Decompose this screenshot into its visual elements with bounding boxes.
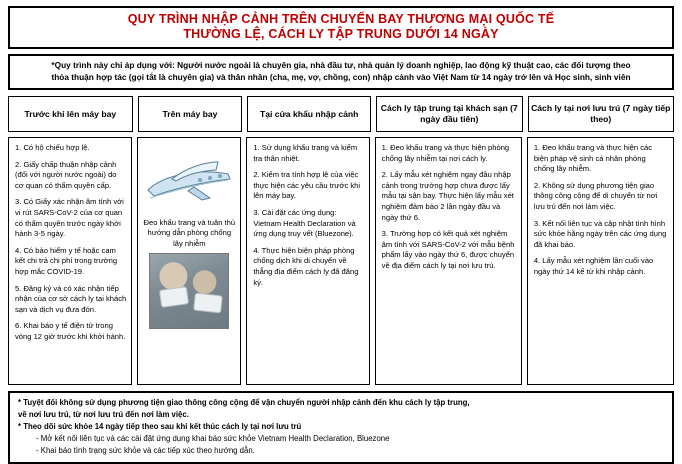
footer-line-1: * Tuyệt đối không sử dụng phương tiện giao thông công cộng để vận chuyển người nhập cảnh đến khu cách ly tập trung, [18, 398, 470, 407]
airplane-illustration [142, 146, 236, 214]
list-item: 2. Lấy mẫu xét nghiệm ngay đầu nhập cảnh trong trường hợp chưa được lấy mẫu tại sân bay. Thực hiện lấy mẫu xét nghiệm đảm bảo 2 lần ngày đầu và ngày thứ 6. [381, 170, 514, 222]
list-item: 6. Khai báo y tế điện tử trong vòng 12 giờ trước khi khởi hành. [15, 321, 126, 341]
title-line-2: THƯỜNG LỆ, CÁCH LY TẬP TRUNG DƯỚI 14 NGÀY [183, 27, 499, 41]
list-item: 1. Sử dụng khẩu trang và kiểm tra thân nhiệt. [253, 143, 358, 163]
column-header-at-border-gate: Tại cửa khẩu nhập cảnh [247, 96, 371, 132]
column-body-hotel-quarantine [375, 137, 522, 385]
column-body-residence-quarantine [527, 137, 674, 385]
list-item: 1. Đeo khẩu trang và thực hiện phòng chống lây nhiễm tại nơi cách ly. [381, 143, 510, 163]
column-body-on-flight [137, 137, 241, 385]
column-header-residence-quarantine: Cách ly tại nơi lưu trú (7 ngày tiếp theo) [528, 96, 674, 132]
column-header-before-flight: Trước khi lên máy bay [8, 96, 133, 132]
mask-photo [149, 253, 229, 329]
footer-notes [8, 391, 674, 464]
list-item: 2. Giấy chấp thuận nhập cảnh (đối với người nước ngoài) do cơ quan có thẩm quyền cấp. [15, 159, 117, 190]
column-headers [8, 96, 674, 132]
list-item: 1. Đeo khẩu trang và thực hiện các biện pháp vệ sinh cá nhân phòng chống lây nhiễm. [533, 143, 653, 174]
note-box [8, 54, 674, 90]
list-item: 3. Trường hợp có kết quả xét nghiệm âm tính với SARS-CoV-2 với mẫu bệnh phẩm lấy vào ngày thứ 6, được chuyển về địa điểm cách ly tại nơi lưu trú. [381, 229, 515, 270]
footer-line-3: * Theo dõi sức khỏe 14 ngày tiếp theo sau khi kết thúc cách ly tại nơi lưu trú [18, 422, 302, 431]
list-item: 1. Có hộ chiếu hợp lệ. [15, 143, 90, 152]
column-header-on-flight: Trên máy bay [138, 96, 243, 132]
column-body-before-flight [8, 137, 132, 385]
list-item: 3. Kết nối liên tục và cập nhật tình hình sức khỏe hằng ngày trên các ứng dụng đã khai báo. [533, 218, 667, 249]
title-line-1: QUY TRÌNH NHẬP CẢNH TRÊN CHUYẾN BAY THƯƠNG MẠI QUỐC TẾ [127, 12, 555, 26]
column-bodies [8, 137, 674, 385]
face-mask-icon [159, 286, 189, 308]
column-body-at-border-gate [246, 137, 369, 385]
note-line-2: thỏa thuận hợp tác (gọi tắt là chuyên gia) và thân nhân (cha, mẹ, vợ, chồng, con) nhập cảnh vào Việt Nam từ 14 ngày trở lên và Học sinh, sinh viên [51, 71, 631, 82]
footer-sub-1: - Mở kết nối liên tục và các cài đặt ứng dụng khai báo sức khỏe Vietnam Health Declaration, Bluezone [36, 434, 390, 443]
list-item: 3. Cài đặt các ứng dụng: Vietnam Health Declaration và ứng dụng truy vết (Bluezone). [253, 207, 356, 239]
list-item: 3. Có Giấy xác nhận âm tính với vi rút SARS-CoV-2 của cơ quan có thẩm quyền trước ngày khởi hành 3-5 ngày. [15, 197, 124, 239]
list-item: 2. Không sử dụng phương tiện giao thông công cộng để di chuyển từ nơi lưu trú đến nơi làm việc. [533, 180, 658, 211]
on-flight-caption: Đeo khẩu trang và tuân thủ hướng dẫn phòng chống lây nhiễm [143, 218, 236, 248]
list-item: 4. Thực hiện biện pháp phòng chống dịch khi di chuyển về thẳng địa điểm cách ly đã đăng ký. [253, 245, 359, 287]
column-header-hotel-quarantine: Cách ly tập trung tại khách sạn (7 ngày đầu tiên) [376, 96, 522, 132]
footer-line-2: về nơi lưu trú, từ nơi lưu trú đến nơi làm việc. [18, 410, 189, 419]
list-item: 4. Lấy mẫu xét nghiệm lần cuối vào ngày thứ 14 kể từ khi nhập cảnh. [533, 256, 654, 276]
list-item: 2. Kiểm tra tính hợp lệ của việc thực hiện các yêu cầu trước khi lên máy bay. [253, 170, 361, 201]
title-box [8, 6, 674, 49]
list-item: 5. Đăng ký và có xác nhận tiếp nhận của cơ sở cách ly tại khách sạn và dịch vụ đưa đón. [15, 283, 127, 314]
note-line-1: *Quy trình này chỉ áp dụng với: Người nước ngoài là chuyên gia, nhà đầu tư, nhà quản lý doanh nghiệp, lao động kỹ thuật cao, các đối tượng theo [51, 60, 631, 70]
list-item: 4. Có bảo hiểm y tế hoặc cam kết chi trả chi phí trong trường hợp mắc COVID-19. [15, 245, 118, 276]
face-mask-icon [193, 293, 223, 314]
footer-sub-2: - Khai báo tình trạng sức khỏe và các tiếp xúc theo hướng dẫn. [36, 446, 255, 455]
